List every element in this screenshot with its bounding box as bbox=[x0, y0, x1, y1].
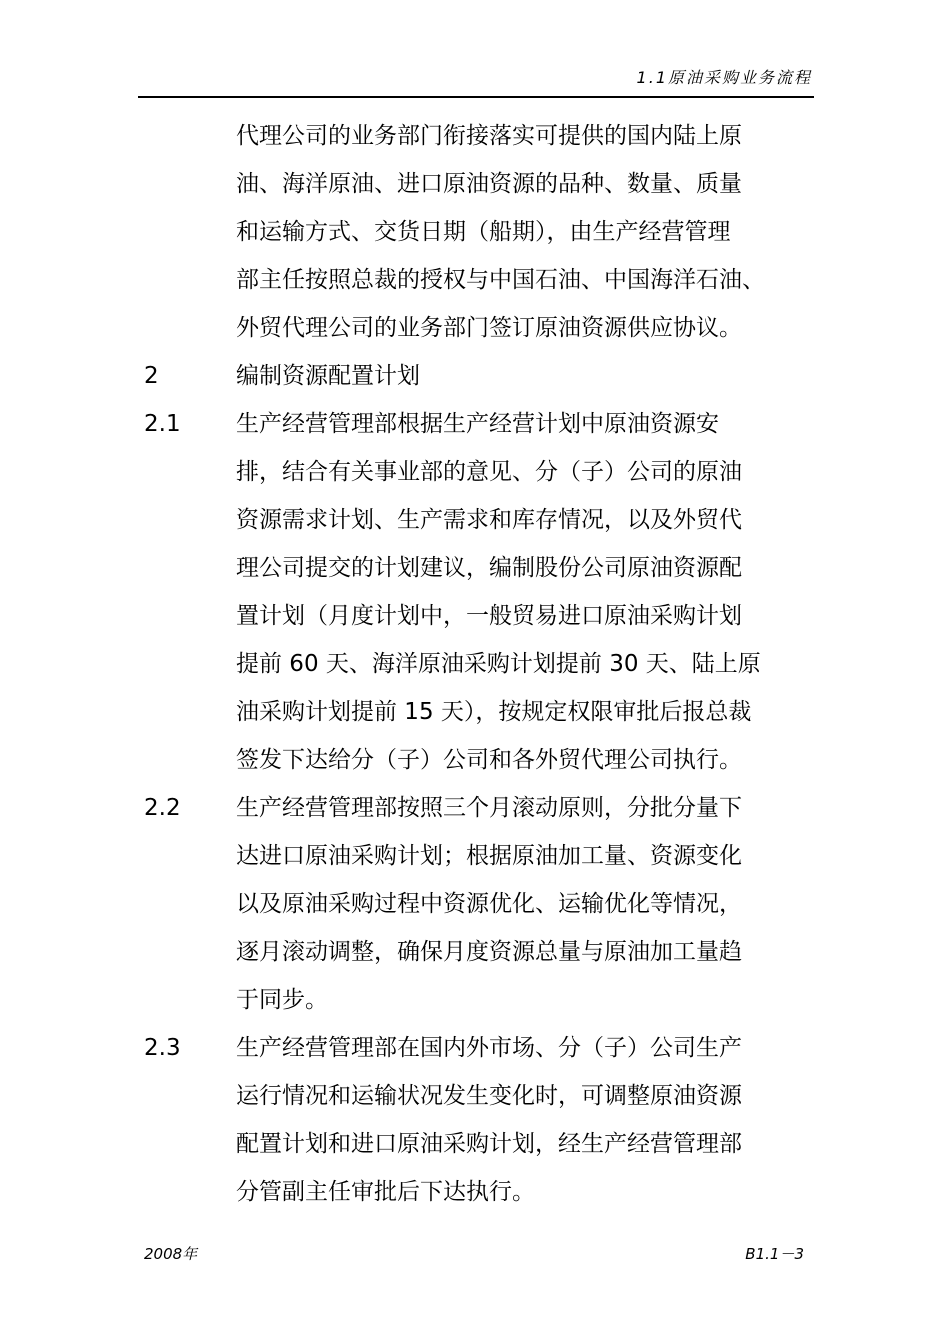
text-line: 油、海洋原油、进口原油资源的品种、数量、质量 bbox=[236, 171, 742, 197]
text-line: 置计划（月度计划中，一般贸易进口原油采购计划 bbox=[236, 603, 742, 629]
section-2-heading bbox=[0, 352, 950, 400]
section-2-3 bbox=[0, 1024, 950, 1216]
section-number: 2.1 bbox=[144, 411, 181, 437]
text-line: 于同步。 bbox=[236, 987, 328, 1013]
text-line: 逐月滚动调整，确保月度资源总量与原油加工量趋 bbox=[236, 939, 742, 965]
header-rule bbox=[138, 96, 814, 98]
text-line: 部主任按照总裁的授权与中国石油、中国海洋石油、 bbox=[236, 267, 765, 293]
text-line: 分管副主任审批后下达执行。 bbox=[236, 1179, 535, 1205]
text-line: 签发下达给分（子）公司和各外贸代理公司执行。 bbox=[236, 747, 742, 773]
text-line: 提前 60 天、海洋原油采购计划提前 30 天、陆上原 bbox=[236, 651, 761, 677]
text-line: 和运输方式、交货日期（船期），由生产经营管理 bbox=[236, 219, 731, 245]
text-line: 油采购计划提前 15 天），按规定权限审批后报总裁 bbox=[236, 699, 752, 725]
text-line: 配置计划和进口原油采购计划，经生产经营管理部 bbox=[236, 1131, 742, 1157]
paragraph-text bbox=[236, 400, 811, 784]
section-number: 2.3 bbox=[144, 1035, 181, 1061]
section-number: 2.2 bbox=[144, 795, 181, 821]
section-2-2 bbox=[0, 784, 950, 1024]
running-header: 1.1原油采购业务流程 bbox=[636, 68, 812, 87]
text-line: 运行情况和运输状况发生变化时，可调整原油资源 bbox=[236, 1083, 742, 1109]
footer-page-number: B1.1－3 bbox=[745, 1245, 804, 1263]
text-line: 达进口原油采购计划；根据原油加工量、资源变化 bbox=[236, 843, 742, 869]
text-line: 资源需求计划、生产需求和库存情况，以及外贸代 bbox=[236, 507, 742, 533]
paragraph-text bbox=[236, 784, 811, 1024]
document-body bbox=[0, 112, 950, 1216]
text-line: 生产经营管理部按照三个月滚动原则，分批分量下 bbox=[236, 795, 742, 821]
text-line: 编制资源配置计划 bbox=[236, 363, 420, 389]
text-line: 生产经营管理部在国内外市场、分（子）公司生产 bbox=[236, 1035, 742, 1061]
paragraph-continued bbox=[0, 112, 950, 352]
text-line: 外贸代理公司的业务部门签订原油资源供应协议。 bbox=[236, 315, 742, 341]
section-number: 2 bbox=[144, 363, 159, 389]
paragraph-text bbox=[236, 112, 811, 352]
text-line: 生产经营管理部根据生产经营计划中原油资源安 bbox=[236, 411, 719, 437]
text-line: 以及原油采购过程中资源优化、运输优化等情况， bbox=[236, 891, 742, 917]
section-2-1 bbox=[0, 400, 950, 784]
paragraph-text bbox=[236, 1024, 811, 1216]
text-line: 代理公司的业务部门衔接落实可提供的国内陆上原 bbox=[236, 123, 742, 149]
text-line: 排，结合有关事业部的意见、分（子）公司的原油 bbox=[236, 459, 742, 485]
section-title bbox=[236, 352, 811, 400]
footer-year: 2008年 bbox=[144, 1245, 198, 1263]
text-line: 理公司提交的计划建议，编制股份公司原油资源配 bbox=[236, 555, 742, 581]
